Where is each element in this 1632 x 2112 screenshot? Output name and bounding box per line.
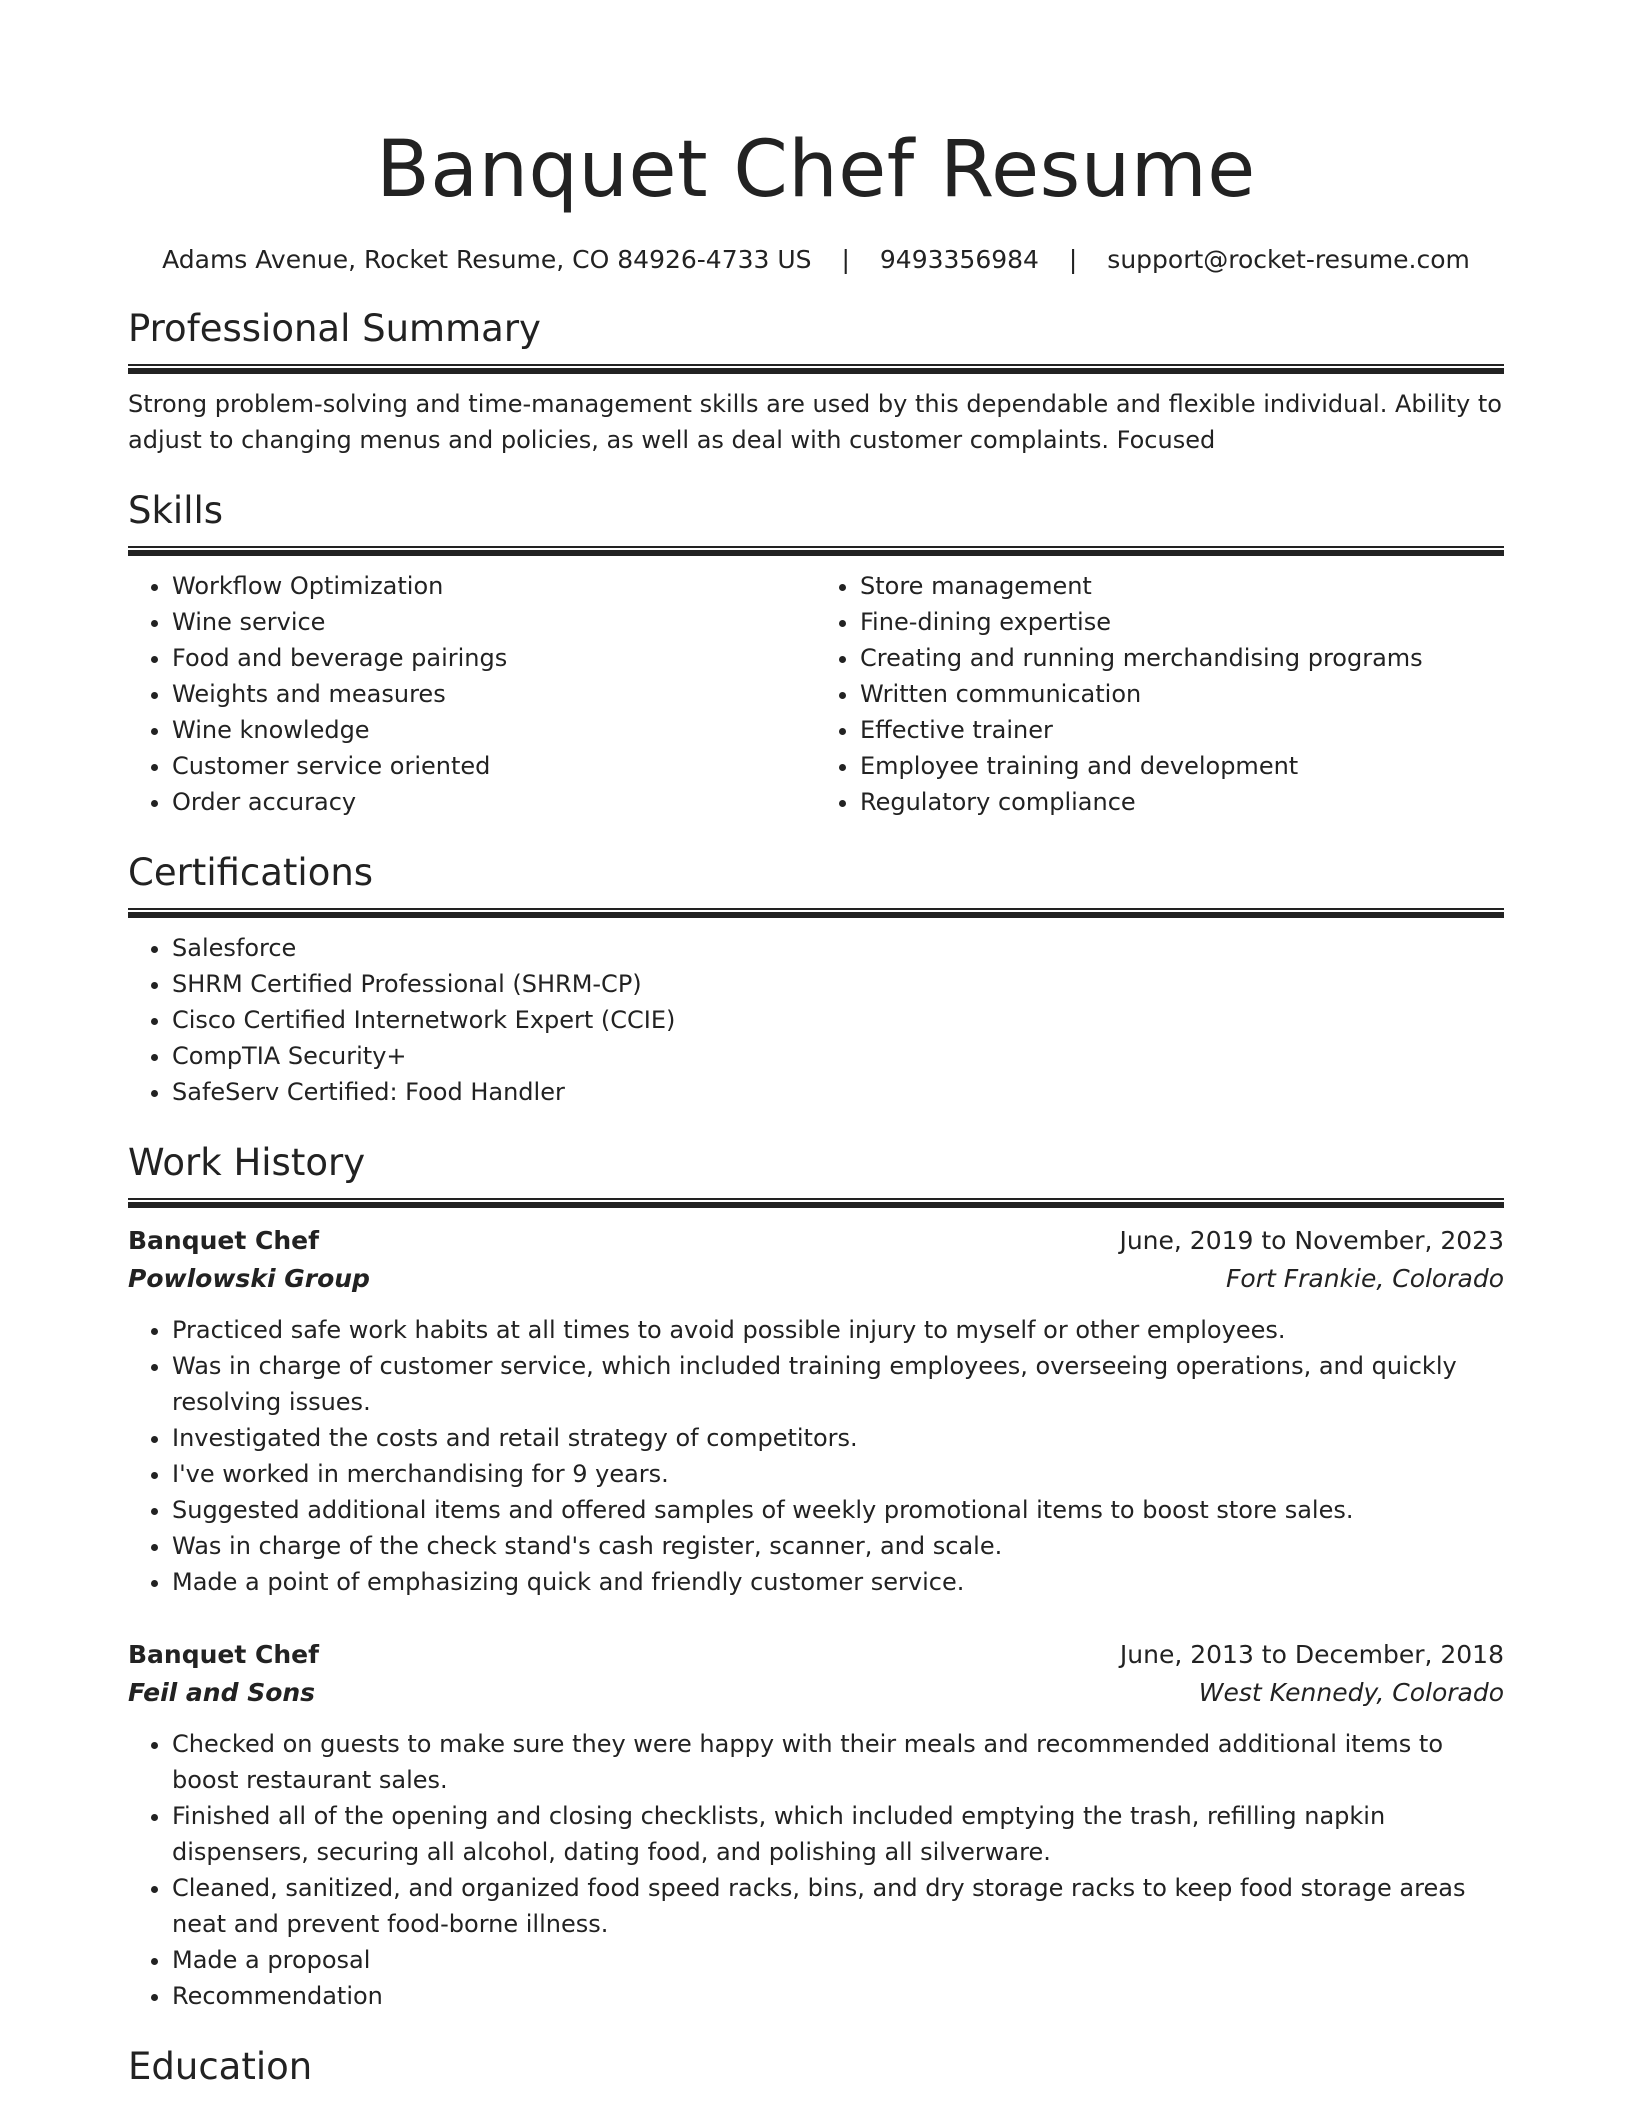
contact-address: Adams Avenue, Rocket Resume, CO 84926-4733 US (162, 245, 812, 274)
skills-heading: Skills (128, 489, 224, 532)
education-section (128, 2044, 1504, 2090)
certifications-section (128, 850, 1504, 1110)
education-heading: Education (128, 2045, 313, 2088)
certifications-list (128, 930, 1504, 1110)
skill-item: • Workflow Optimization (172, 568, 816, 604)
job-title: Banquet Chef (128, 1226, 320, 1255)
skills-list-left (128, 568, 816, 820)
job-dates: June, 2013 to December, 2018 (1119, 1640, 1504, 1669)
work-history-heading: Work History (128, 1141, 366, 1184)
job-duty: • Recommendation (172, 1978, 1504, 2014)
job-duty: • Cleaned, sanitized, and organized food speed racks, bins, and dry storage racks to keep food storage areas neat and prevent food-borne illness. (172, 1870, 1504, 1942)
contact-line (128, 244, 1504, 276)
skill-item: • Weights and measures (172, 676, 816, 712)
summary-heading: Professional Summary (128, 307, 541, 350)
work-history-section (128, 1140, 1504, 2014)
section-divider (128, 546, 1504, 556)
skill-item: • Creating and running merchandising programs (860, 640, 1504, 676)
job-duties-list (128, 1312, 1504, 1600)
job-duties-list (128, 1726, 1504, 2014)
job-duty: • Was in charge of the check stand's cash register, scanner, and scale. (172, 1528, 1504, 1564)
section-divider (128, 364, 1504, 374)
skill-item: • Store management (860, 568, 1504, 604)
certification-item: • Cisco Certified Internetwork Expert (CCIE) (172, 1002, 1504, 1038)
job-duty: • Practiced safe work habits at all times to avoid possible injury to myself or other employees. (172, 1312, 1504, 1348)
job-dates: June, 2019 to November, 2023 (1119, 1226, 1504, 1255)
skills-columns (128, 556, 1504, 820)
section-divider (128, 908, 1504, 918)
job-location: West Kennedy, Colorado (1198, 1678, 1504, 1707)
job-entry (128, 1222, 1504, 1600)
certification-item: • SafeServ Certified: Food Handler (172, 1074, 1504, 1110)
skill-item: • Wine service (172, 604, 816, 640)
skill-item: • Order accuracy (172, 784, 816, 820)
skill-item: • Employee training and development (860, 748, 1504, 784)
job-duty: • Suggested additional items and offered samples of weekly promotional items to boost store sales. (172, 1492, 1504, 1528)
skill-item: • Written communication (860, 676, 1504, 712)
job-company: Feil and Sons (128, 1678, 316, 1707)
job-title: Banquet Chef (128, 1640, 320, 1669)
job-entry (128, 1636, 1504, 2014)
certifications-heading: Certifications (128, 851, 374, 894)
job-duty: • Finished all of the opening and closing checklists, which included emptying the trash, refilling napkin dispensers, securing all alcohol, dating food, and polishing all silverware. (172, 1798, 1504, 1870)
job-company: Powlowski Group (128, 1264, 370, 1293)
skill-item: • Wine knowledge (172, 712, 816, 748)
page-title: Banquet Chef Resume (376, 125, 1256, 215)
job-duty: • Was in charge of customer service, which included training employees, overseeing operations, and quickly resolving issues. (172, 1348, 1504, 1420)
job-company-row (128, 1674, 1504, 1712)
contact-separator: | (1068, 245, 1078, 274)
skills-list-right (816, 568, 1504, 820)
certification-item: • Salesforce (172, 930, 1504, 966)
skill-item: • Food and beverage pairings (172, 640, 816, 676)
skill-item: • Regulatory compliance (860, 784, 1504, 820)
certification-item: • CompTIA Security+ (172, 1038, 1504, 1074)
job-duty: • Made a proposal (172, 1942, 1504, 1978)
summary-section (128, 306, 1504, 458)
skills-section (128, 488, 1504, 820)
job-header-row (128, 1222, 1504, 1260)
contact-email: support@rocket-resume.com (1107, 245, 1470, 274)
job-company-row (128, 1260, 1504, 1298)
job-location: Fort Frankie, Colorado (1226, 1264, 1504, 1293)
contact-separator: | (841, 245, 850, 274)
skill-item: • Effective trainer (860, 712, 1504, 748)
contact-phone: 9493356984 (879, 245, 1039, 274)
job-duty: • I've worked in merchandising for 9 years. (172, 1456, 1504, 1492)
certification-item: • SHRM Certified Professional (SHRM-CP) (172, 966, 1504, 1002)
section-divider (128, 1198, 1504, 1208)
summary-text: Strong problem-solving and time-management skills are used by this dependable and flexible individual. Ability to adjust to changing menus and policies, as well as deal with customer complaints. Focused (128, 390, 1502, 454)
job-duty: • Checked on guests to make sure they were happy with their meals and recommended additional items to boost restaurant sales. (172, 1726, 1504, 1798)
job-duty: • Investigated the costs and retail strategy of competitors. (172, 1420, 1504, 1456)
skill-item: • Customer service oriented (172, 748, 816, 784)
job-duty: • Made a point of emphasizing quick and friendly customer service. (172, 1564, 1504, 1600)
job-header-row (128, 1636, 1504, 1674)
skill-item: • Fine-dining expertise (860, 604, 1504, 640)
